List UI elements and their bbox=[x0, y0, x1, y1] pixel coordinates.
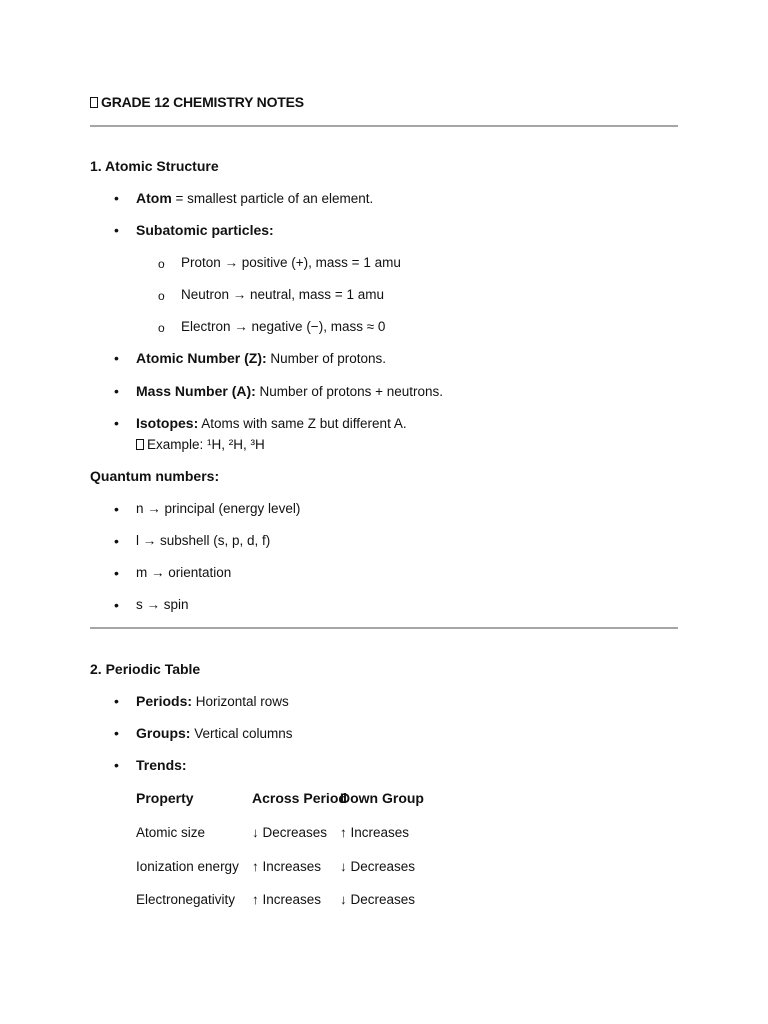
document-title bbox=[90, 94, 304, 110]
table-cell: ↓ Decreases bbox=[340, 859, 416, 874]
list-item-atomic-number: Atomic Number (Z): Number of protons. bbox=[136, 350, 386, 366]
table-header-property: Property bbox=[136, 790, 194, 806]
bullet-icon: • bbox=[114, 350, 119, 366]
sub-list-item-proton: Proton → positive (+), mass = 1 amu bbox=[181, 255, 401, 270]
list-item-periods: Periods: Horizontal rows bbox=[136, 693, 289, 709]
list-item-quantum-l: l → subshell (s, p, d, f) bbox=[136, 533, 271, 548]
bullet-icon: • bbox=[114, 383, 119, 399]
sub-list-item-neutron: Neutron → neutral, mass = 1 amu bbox=[181, 287, 384, 302]
bullet-icon: • bbox=[114, 415, 119, 431]
sub-bullet-icon: o bbox=[158, 289, 165, 303]
list-item-quantum-s: s → spin bbox=[136, 597, 189, 612]
table-header-down-group: Down Group bbox=[340, 790, 424, 806]
table-cell: Electronegativity bbox=[136, 892, 236, 907]
list-item-atom: Atom = smallest particle of an element. bbox=[136, 190, 374, 206]
bullet-icon: • bbox=[114, 222, 119, 238]
list-item-mass-number: Mass Number (A): Number of protons + neutrons. bbox=[136, 383, 444, 399]
sub-bullet-icon: o bbox=[158, 321, 165, 335]
missing-glyph-icon bbox=[90, 97, 98, 108]
table-cell: ↑ Increases bbox=[252, 859, 322, 874]
bullet-icon: • bbox=[114, 501, 119, 517]
table-cell: Ionization energy bbox=[136, 859, 239, 874]
list-item-quantum-m: m → orientation bbox=[136, 565, 232, 580]
bullet-icon: • bbox=[114, 757, 119, 773]
list-item-groups: Groups: Vertical columns bbox=[136, 725, 293, 741]
table-cell: ↓ Decreases bbox=[252, 825, 328, 840]
missing-glyph-icon bbox=[136, 439, 144, 450]
sub-bullet-icon: o bbox=[158, 257, 165, 271]
bullet-icon: • bbox=[114, 190, 119, 206]
isotope-example: Example: ¹H, ²H, ³H bbox=[136, 437, 265, 452]
table-cell: ↓ Decreases bbox=[340, 892, 416, 907]
bullet-icon: • bbox=[114, 597, 119, 613]
bullet-icon: • bbox=[114, 565, 119, 581]
list-item-trends: Trends: bbox=[136, 757, 187, 773]
horizontal-rule bbox=[90, 627, 678, 629]
bullet-icon: • bbox=[114, 693, 119, 709]
list-item-subatomic: Subatomic particles: bbox=[136, 222, 274, 238]
table-cell: ↑ Increases bbox=[340, 825, 410, 840]
table-header-across-period: Across Period bbox=[252, 790, 347, 806]
quantum-numbers-heading: Quantum numbers: bbox=[90, 468, 220, 484]
bullet-icon: • bbox=[114, 725, 119, 741]
list-item-quantum-n: n → principal (energy level) bbox=[136, 501, 301, 516]
sub-list-item-electron: Electron → negative (−), mass ≈ 0 bbox=[181, 319, 386, 334]
section-heading-periodic-table: 2. Periodic Table bbox=[90, 661, 201, 677]
bullet-icon: • bbox=[114, 533, 119, 549]
list-item-isotopes: Isotopes: Atoms with same Z but different A. bbox=[136, 415, 407, 431]
table-cell: Atomic size bbox=[136, 825, 206, 840]
horizontal-rule bbox=[90, 125, 678, 127]
document-title-text: GRADE 12 CHEMISTRY NOTES bbox=[101, 94, 304, 110]
section-heading-atomic-structure: 1. Atomic Structure bbox=[90, 158, 219, 174]
table-cell: ↑ Increases bbox=[252, 892, 322, 907]
